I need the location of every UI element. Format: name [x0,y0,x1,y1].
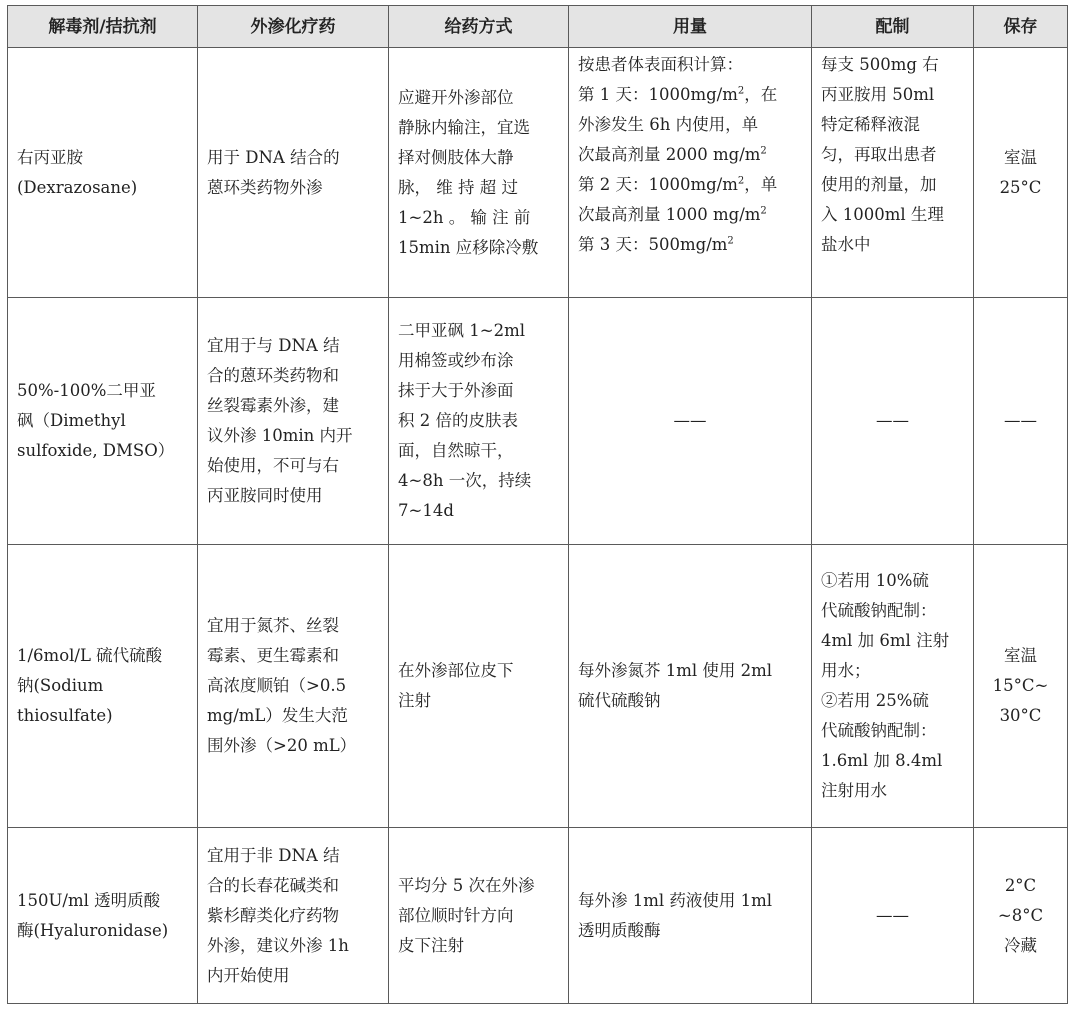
cell-line: 50%-100%二甲亚 [17,381,156,400]
superscript: 2 [760,205,767,217]
drug-cell [198,48,389,298]
cell-line: 静脉内输注，宜选 [398,117,530,137]
cell-line: 酶(Hyaluronidase) [17,920,169,940]
cell-line: ~8°C [997,905,1044,925]
empty-dash: —— [876,905,909,925]
cell-line: 丝裂霉素外渗，建 [207,396,339,415]
cell-line: ①若用 10%硫 [821,571,929,590]
table-row [8,298,1068,545]
antidote-cell [8,48,198,298]
dose-cell [569,48,812,298]
cell-line: 冷藏 [1004,935,1037,955]
cell-line: 二甲亚砜 1~2ml [398,321,525,340]
cell-line: 择对侧肢体大静 [398,147,514,167]
cell-line: 外渗，建议外渗 1h [207,935,349,955]
cell-line: 宜用于与 DNA 结 [207,336,340,355]
cell-line: 透明质酸酶 [578,920,661,940]
antidote-cell [8,298,198,545]
cell-line: 面，自然晾干， [398,441,514,460]
cell-line: 按患者体表面积计算： [578,55,743,74]
dose-cell [569,545,812,828]
dose-text: 第 2 天：1000mg/m [578,175,738,194]
cell-line: 丙亚胺同时使用 [207,486,323,505]
antidote-cell [8,545,198,828]
cell-line: 入 1000ml 生理 [821,205,944,224]
cell-line: 30°C [999,706,1042,725]
cell-line: 用棉签或纱布涂 [398,351,514,370]
cell-line: 平均分 5 次在外渗 [398,875,535,895]
cell-line: 150U/ml 透明质酸 [17,890,161,910]
header-preparation: 配制 [812,6,974,48]
storage-cell [974,545,1068,828]
cell-line: 用于 DNA 结合的 [207,147,340,167]
cell-line: sulfoxide, DMSO） [17,441,175,460]
cell-line: 2°C [1004,875,1037,895]
storage-cell [974,48,1068,298]
cell-line: 用水； [821,661,871,680]
cell-line: 15°C~ [992,676,1049,695]
cell-line: 应避开外渗部位 [398,87,514,107]
route-cell [389,828,569,1004]
route-cell [389,545,569,828]
header-dose: 用量 [569,6,812,48]
cell-line [578,170,802,200]
dose-text: 第 3 天：500mg/m [578,235,728,254]
dose-cell [569,828,812,1004]
header-route: 给药方式 [389,6,569,48]
storage-cell [974,828,1068,1004]
table-row [8,828,1068,1004]
cell-line: 特定稀释液混 [821,115,920,134]
cell-line: 外渗发生 6h 内使用，单 [578,115,759,134]
cell-line: 合的长春花碱类和 [207,875,339,895]
route-cell [389,48,569,298]
cell-line: 在外渗部位皮下 [398,661,514,680]
cell-line: 硫代硫酸钠 [578,691,661,710]
empty-dash: —— [1004,411,1037,430]
cell-line: 内开始使用 [207,965,290,985]
header-antidote: 解毒剂/拮抗剂 [8,6,198,48]
cell-line: (Dexrazosane) [17,177,138,197]
drug-cell [198,545,389,828]
cell-line: 围外渗（>20 mL） [207,736,357,755]
cell-line: 脉， 维 持 超 过 [398,177,518,197]
cell-line [578,140,802,170]
superscript: 2 [737,175,745,187]
dose-text: ，单 [744,175,778,194]
cell-line: 合的蒽环类药物和 [207,366,339,385]
cell-line [578,80,802,110]
antidote-cell [8,828,198,1004]
dose-text: ，在 [744,85,778,104]
cell-line: 霉素、更生霉素和 [207,646,339,665]
drug-cell [198,298,389,545]
cell-line: 高浓度顺铂（>0.5 [207,676,347,695]
cell-line: 宜用于非 DNA 结 [207,845,340,865]
table-row [8,48,1068,298]
cell-line: 代硫酸钠配制： [821,721,937,740]
header-storage: 保存 [974,6,1068,48]
cell-line: 丙亚胺用 50ml [821,85,935,104]
preparation-cell [812,298,974,545]
preparation-cell [812,48,974,298]
route-cell [389,298,569,545]
dose-cell [569,298,812,545]
cell-line: 匀，再取出患者 [821,145,937,164]
cell-line: 砜（Dimethyl [17,411,126,430]
superscript: 2 [737,85,745,97]
cell-line: 4~8h 一次，持续 [398,471,532,490]
cell-line: 25°C [999,177,1042,197]
cell-line: 室温 [1004,646,1037,665]
cell-line [578,230,802,260]
cell-line: 钠(Sodium [17,676,104,695]
cell-line: 1/6mol/L 硫代硫酸 [17,646,163,665]
empty-dash: —— [673,411,707,430]
cell-line: 每外渗氮芥 1ml 使用 2ml [578,661,773,680]
cell-line: 注射 [398,691,431,710]
header-row [8,6,1068,48]
cell-line [578,200,802,230]
cell-line: 紫杉醇类化疗药物 [207,905,339,925]
cell-line: ②若用 25%硫 [821,691,929,710]
cell-line: 始使用，不可与右 [207,456,339,475]
cell-line: 4ml 加 6ml 注射 [821,631,950,650]
cell-line: 1~2h 。 输 注 前 [398,207,531,227]
header-drug: 外渗化疗药 [198,6,389,48]
cell-line: 代硫酸钠配制： [821,601,937,620]
cell-line: mg/mL）发生大范 [207,706,348,725]
cell-line: 注射用水 [821,781,887,800]
drug-cell [198,828,389,1004]
superscript: 2 [760,145,767,157]
storage-cell [974,298,1068,545]
cell-line: 右丙亚胺 [17,147,83,167]
superscript: 2 [727,235,734,247]
cell-line: 7~14d [398,501,454,520]
cell-line: 部位顺时针方向 [398,905,514,925]
cell-line: 室温 [1004,147,1037,167]
cell-line: 每外渗 1ml 药液使用 1ml [578,890,773,910]
cell-line: 积 2 倍的皮肤表 [398,411,518,430]
empty-dash: —— [876,411,909,430]
cell-line: thiosulfate) [17,706,113,725]
cell-line: 抹于大于外渗面 [398,381,514,400]
preparation-cell [812,828,974,1004]
antidote-table [7,5,1068,1004]
preparation-cell [812,545,974,828]
dose-text: 第 1 天：1000mg/m [578,85,738,104]
table-row [8,545,1068,828]
cell-line: 蒽环类药物外渗 [207,177,323,197]
cell-line: 1.6ml 加 8.4ml [821,751,943,770]
dose-text: 次最高剂量 2000 mg/m [578,145,761,164]
cell-line: 皮下注射 [398,935,464,955]
cell-line: 使用的剂量，加 [821,175,937,194]
cell-line: 议外渗 10min 内开 [207,426,353,445]
cell-line: 15min 应移除冷敷 [398,237,539,257]
cell-line: 每支 500mg 右 [821,55,939,74]
dose-text: 次最高剂量 1000 mg/m [578,205,761,224]
cell-line: 盐水中 [821,235,871,254]
cell-line: 宜用于氮芥、丝裂 [207,616,339,635]
